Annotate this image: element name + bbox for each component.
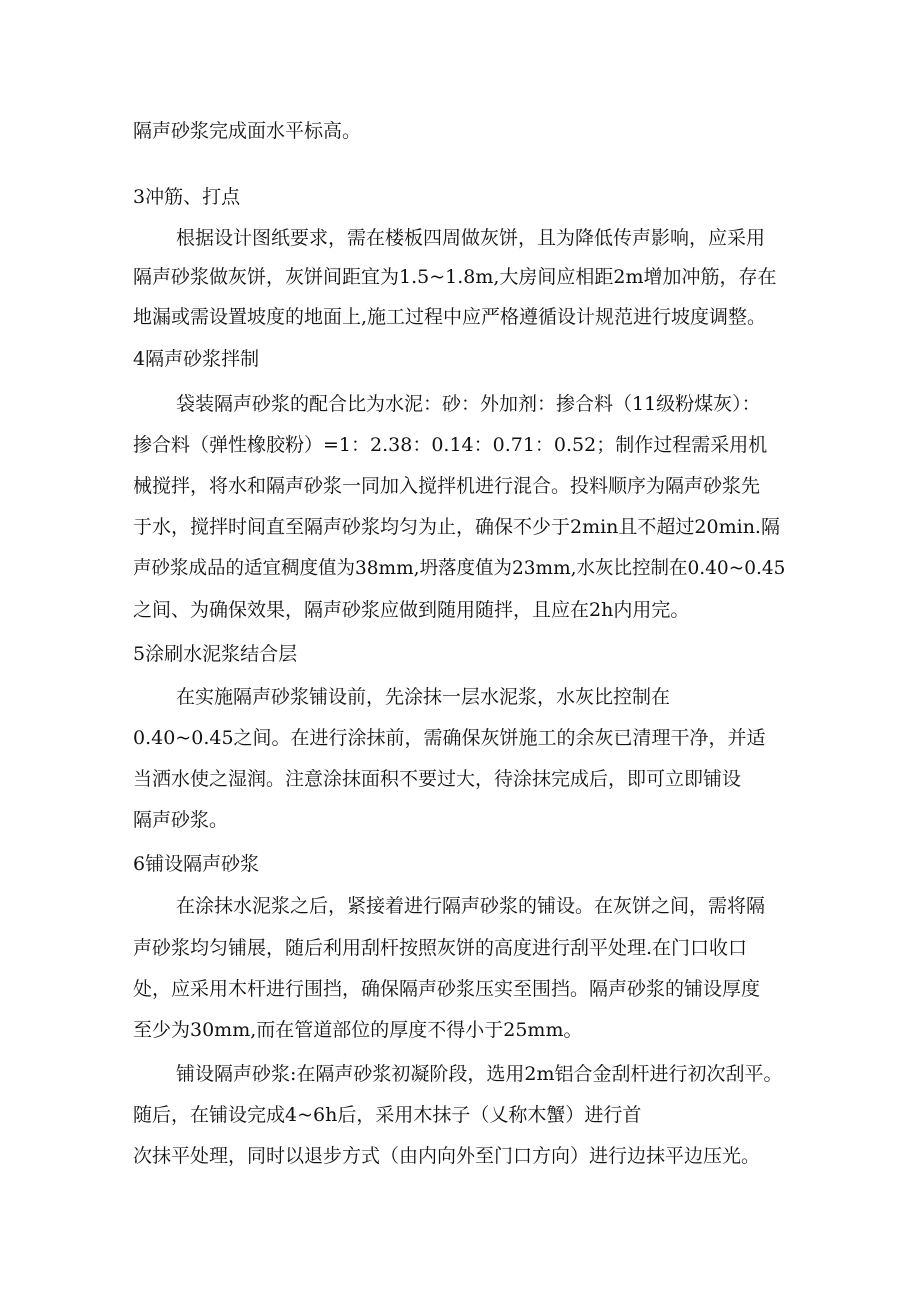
- paragraph-line: 铺设隔声砂浆:在隔声砂浆初凝阶段，选用2m铝合金刮杆进行初次刮平。: [176, 1063, 783, 1085]
- section-heading-6: 6铺设隔声砂浆: [133, 853, 260, 875]
- section-heading-4: 4隔声砂浆拌制: [133, 348, 260, 370]
- paragraph-line: 隔声砂浆完成面水平标高。: [133, 120, 362, 142]
- section-heading-3: 3冲筋、打点: [133, 186, 241, 208]
- paragraph-line: 声砂浆成品的适宜稠度值为38mm,坍落度值为23mm,水灰比控制在0.40~0.45: [133, 558, 786, 579]
- paragraph-line: 0.40~0.45之间。在进行涂抹前，需确保灰饼施工的余灰已清理干净，并适: [133, 727, 766, 749]
- paragraph-line: 隔声砂浆做灰饼，灰饼间距宜为1.5~1.8m,大房间应相距2m增加冲筋，存在: [133, 266, 777, 288]
- paragraph-line: 之间、为确保效果，隔声砂浆应做到随用随拌，且应在2h内用完。: [133, 599, 690, 621]
- paragraph-line: 在实施隔声砂浆铺设前，先涂抹一层水泥浆，水灰比控制在: [176, 686, 671, 708]
- paragraph-line: 至少为30mm,而在管道部位的厚度不得小于25mm。: [133, 1019, 583, 1041]
- paragraph-line: 械搅拌，将水和隔声砂浆一同加入搅拌机进行混合。投料顺序为隔声砂浆先: [133, 475, 761, 497]
- paragraph-line: 声砂浆均匀铺展，随后利用刮杆按照灰饼的高度进行刮平处理.在门口收口: [133, 937, 748, 959]
- paragraph-line: 处，应采用木杆进行围挡，确保隔声砂浆压实至围挡。隔声砂浆的铺设厚度: [133, 978, 761, 1000]
- paragraph-line: 随后，在铺设完成4~6h后，采用木抹子（乂称木蟹）进行首: [133, 1104, 642, 1126]
- paragraph-line: 地漏或需设置坡度的地面上,施工过程中应严格遵循设计规范进行坡度调整。: [133, 306, 767, 328]
- paragraph-line: 袋装隔声砂浆的配合比为水泥：砂：外加剂：掺合料（11级粉煤灰）：: [176, 393, 761, 415]
- paragraph-line: 隔声砂浆。: [133, 809, 229, 831]
- paragraph-line: 在涂抹水泥浆之后，紧接着进行隔声砂浆的铺设。在灰饼之间，需将隔: [176, 895, 766, 917]
- paragraph-line: 于水，搅拌时间直至隔声砂浆均匀为止，确保不少于2min且不超过20min.隔: [133, 516, 780, 538]
- paragraph-line: 次抹平处理，同时以退步方式（由内向外至门口方向）进行边抹平边压光。: [133, 1145, 761, 1167]
- paragraph-line: 掺合料（弹性橡胶粉）=1：2.38：0.14：0.71：0.52；制作过程需采用机: [133, 434, 768, 456]
- section-heading-5: 5涂刷水泥浆结合层: [133, 643, 298, 665]
- paragraph-line: 当洒水使之湿润。注意涂抹面积不要过大，待涂抹完成后，即可立即铺设: [133, 768, 742, 790]
- paragraph-line: 根据设计图纸要求，需在楼板四周做灰饼，且为降低传声影响，应采用: [176, 227, 766, 249]
